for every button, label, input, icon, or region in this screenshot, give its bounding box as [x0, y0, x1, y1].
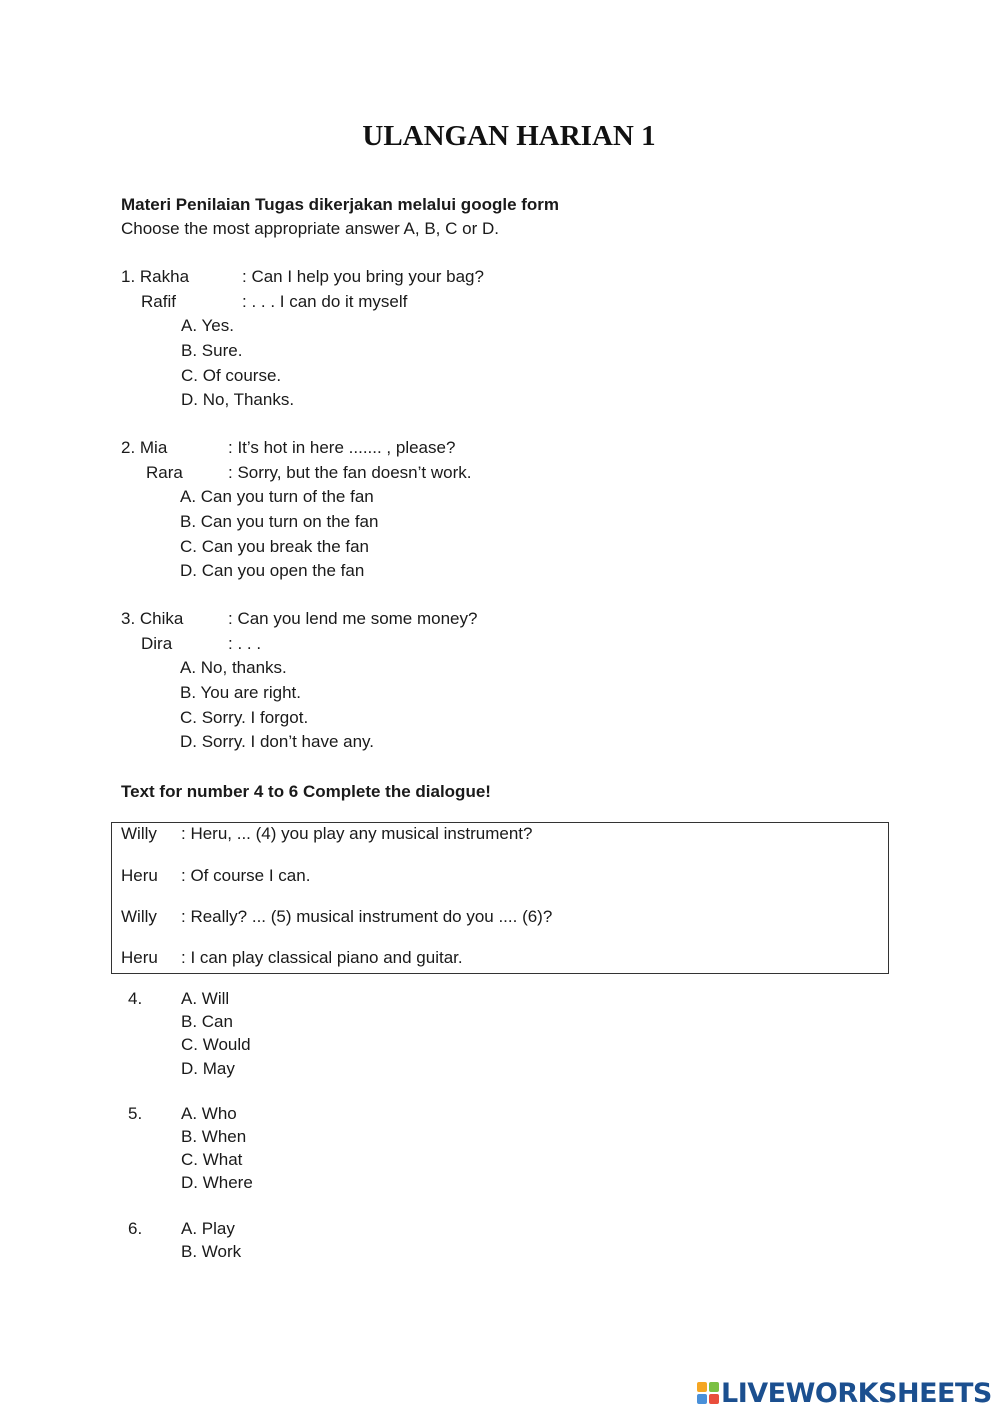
q2-option-c: C. Can you break the fan — [180, 537, 370, 556]
q2-speaker-1: 2. Mia — [121, 438, 168, 457]
dialogue-speaker-2: Heru — [121, 866, 158, 885]
q1-line-1: : Can I help you bring your bag? — [242, 267, 484, 286]
q5-option-b: B. When — [181, 1127, 247, 1146]
q3-line-1: : Can you lend me some money? — [228, 609, 478, 628]
q1-speaker-2: Rafif — [141, 292, 176, 311]
instructions-subtext: Choose the most appropriate answer A, B, C or D. — [121, 219, 499, 238]
q3-option-a: A. No, thanks. — [180, 658, 287, 677]
q4-option-a: A. Will — [181, 989, 230, 1008]
q3-speaker-2: Dira — [141, 634, 173, 653]
q3-option-d: D. Sorry. I don’t have any. — [180, 732, 375, 751]
q5-number: 5. — [128, 1104, 143, 1123]
q1-speaker-1: 1. Rakha — [121, 267, 190, 286]
q6-option-a: A. Play — [181, 1219, 235, 1238]
q2-line-1: : It’s hot in here ....... , please? — [228, 438, 456, 457]
q3-option-c: C. Sorry. I forgot. — [180, 708, 309, 727]
q1-option-d: D. No, Thanks. — [181, 390, 295, 409]
q3-line-2: : . . . — [228, 634, 262, 653]
logo-mark-icon — [697, 1382, 719, 1404]
q6-number: 6. — [128, 1219, 143, 1238]
q4-option-c: C. Would — [181, 1035, 251, 1054]
instructions-heading: Materi Penilaian Tugas dikerjakan melalui google form — [121, 195, 560, 214]
q2-option-b: B. Can you turn on the fan — [180, 512, 379, 531]
q6-option-b: B. Work — [181, 1242, 242, 1261]
q3-option-b: B. You are right. — [180, 683, 301, 702]
q4-number: 4. — [128, 989, 143, 1008]
page-title: ULANGAN HARIAN 1 — [362, 120, 656, 152]
dialogue-line-3: : Really? ... (5) musical instrument do you .... (6)? — [181, 907, 553, 926]
dialogue-heading: Text for number 4 to 6 Complete the dialogue! — [121, 782, 491, 801]
dialogue-line-4: : I can play classical piano and guitar. — [181, 948, 463, 967]
dialogue-speaker-3: Willy — [121, 907, 157, 926]
q4-option-b: B. Can — [181, 1012, 233, 1031]
q2-option-d: D. Can you open the fan — [180, 561, 365, 580]
q3-speaker-1: 3. Chika — [121, 609, 184, 628]
q2-line-2: : Sorry, but the fan doesn’t work. — [228, 463, 472, 482]
logo-text: LIVEWORKSHEETS — [721, 1377, 992, 1409]
q2-option-a: A. Can you turn of the fan — [180, 487, 374, 506]
dialogue-line-2: : Of course I can. — [181, 866, 311, 885]
dialogue-speaker-1: Willy — [121, 824, 157, 843]
q2-speaker-2: Rara — [146, 463, 183, 482]
q1-line-2: : . . . I can do it myself — [242, 292, 408, 311]
q5-option-a: A. Who — [181, 1104, 237, 1123]
q5-option-c: C. What — [181, 1150, 243, 1169]
dialogue-speaker-4: Heru — [121, 948, 158, 967]
q1-option-b: B. Sure. — [181, 341, 243, 360]
dialogue-line-1: : Heru, ... (4) you play any musical instrument? — [181, 824, 533, 843]
liveworksheets-logo — [697, 1378, 992, 1408]
q5-option-d: D. Where — [181, 1173, 253, 1192]
q1-option-c: C. Of course. — [181, 366, 282, 385]
q1-option-a: A. Yes. — [181, 316, 234, 335]
q4-option-d: D. May — [181, 1059, 235, 1078]
